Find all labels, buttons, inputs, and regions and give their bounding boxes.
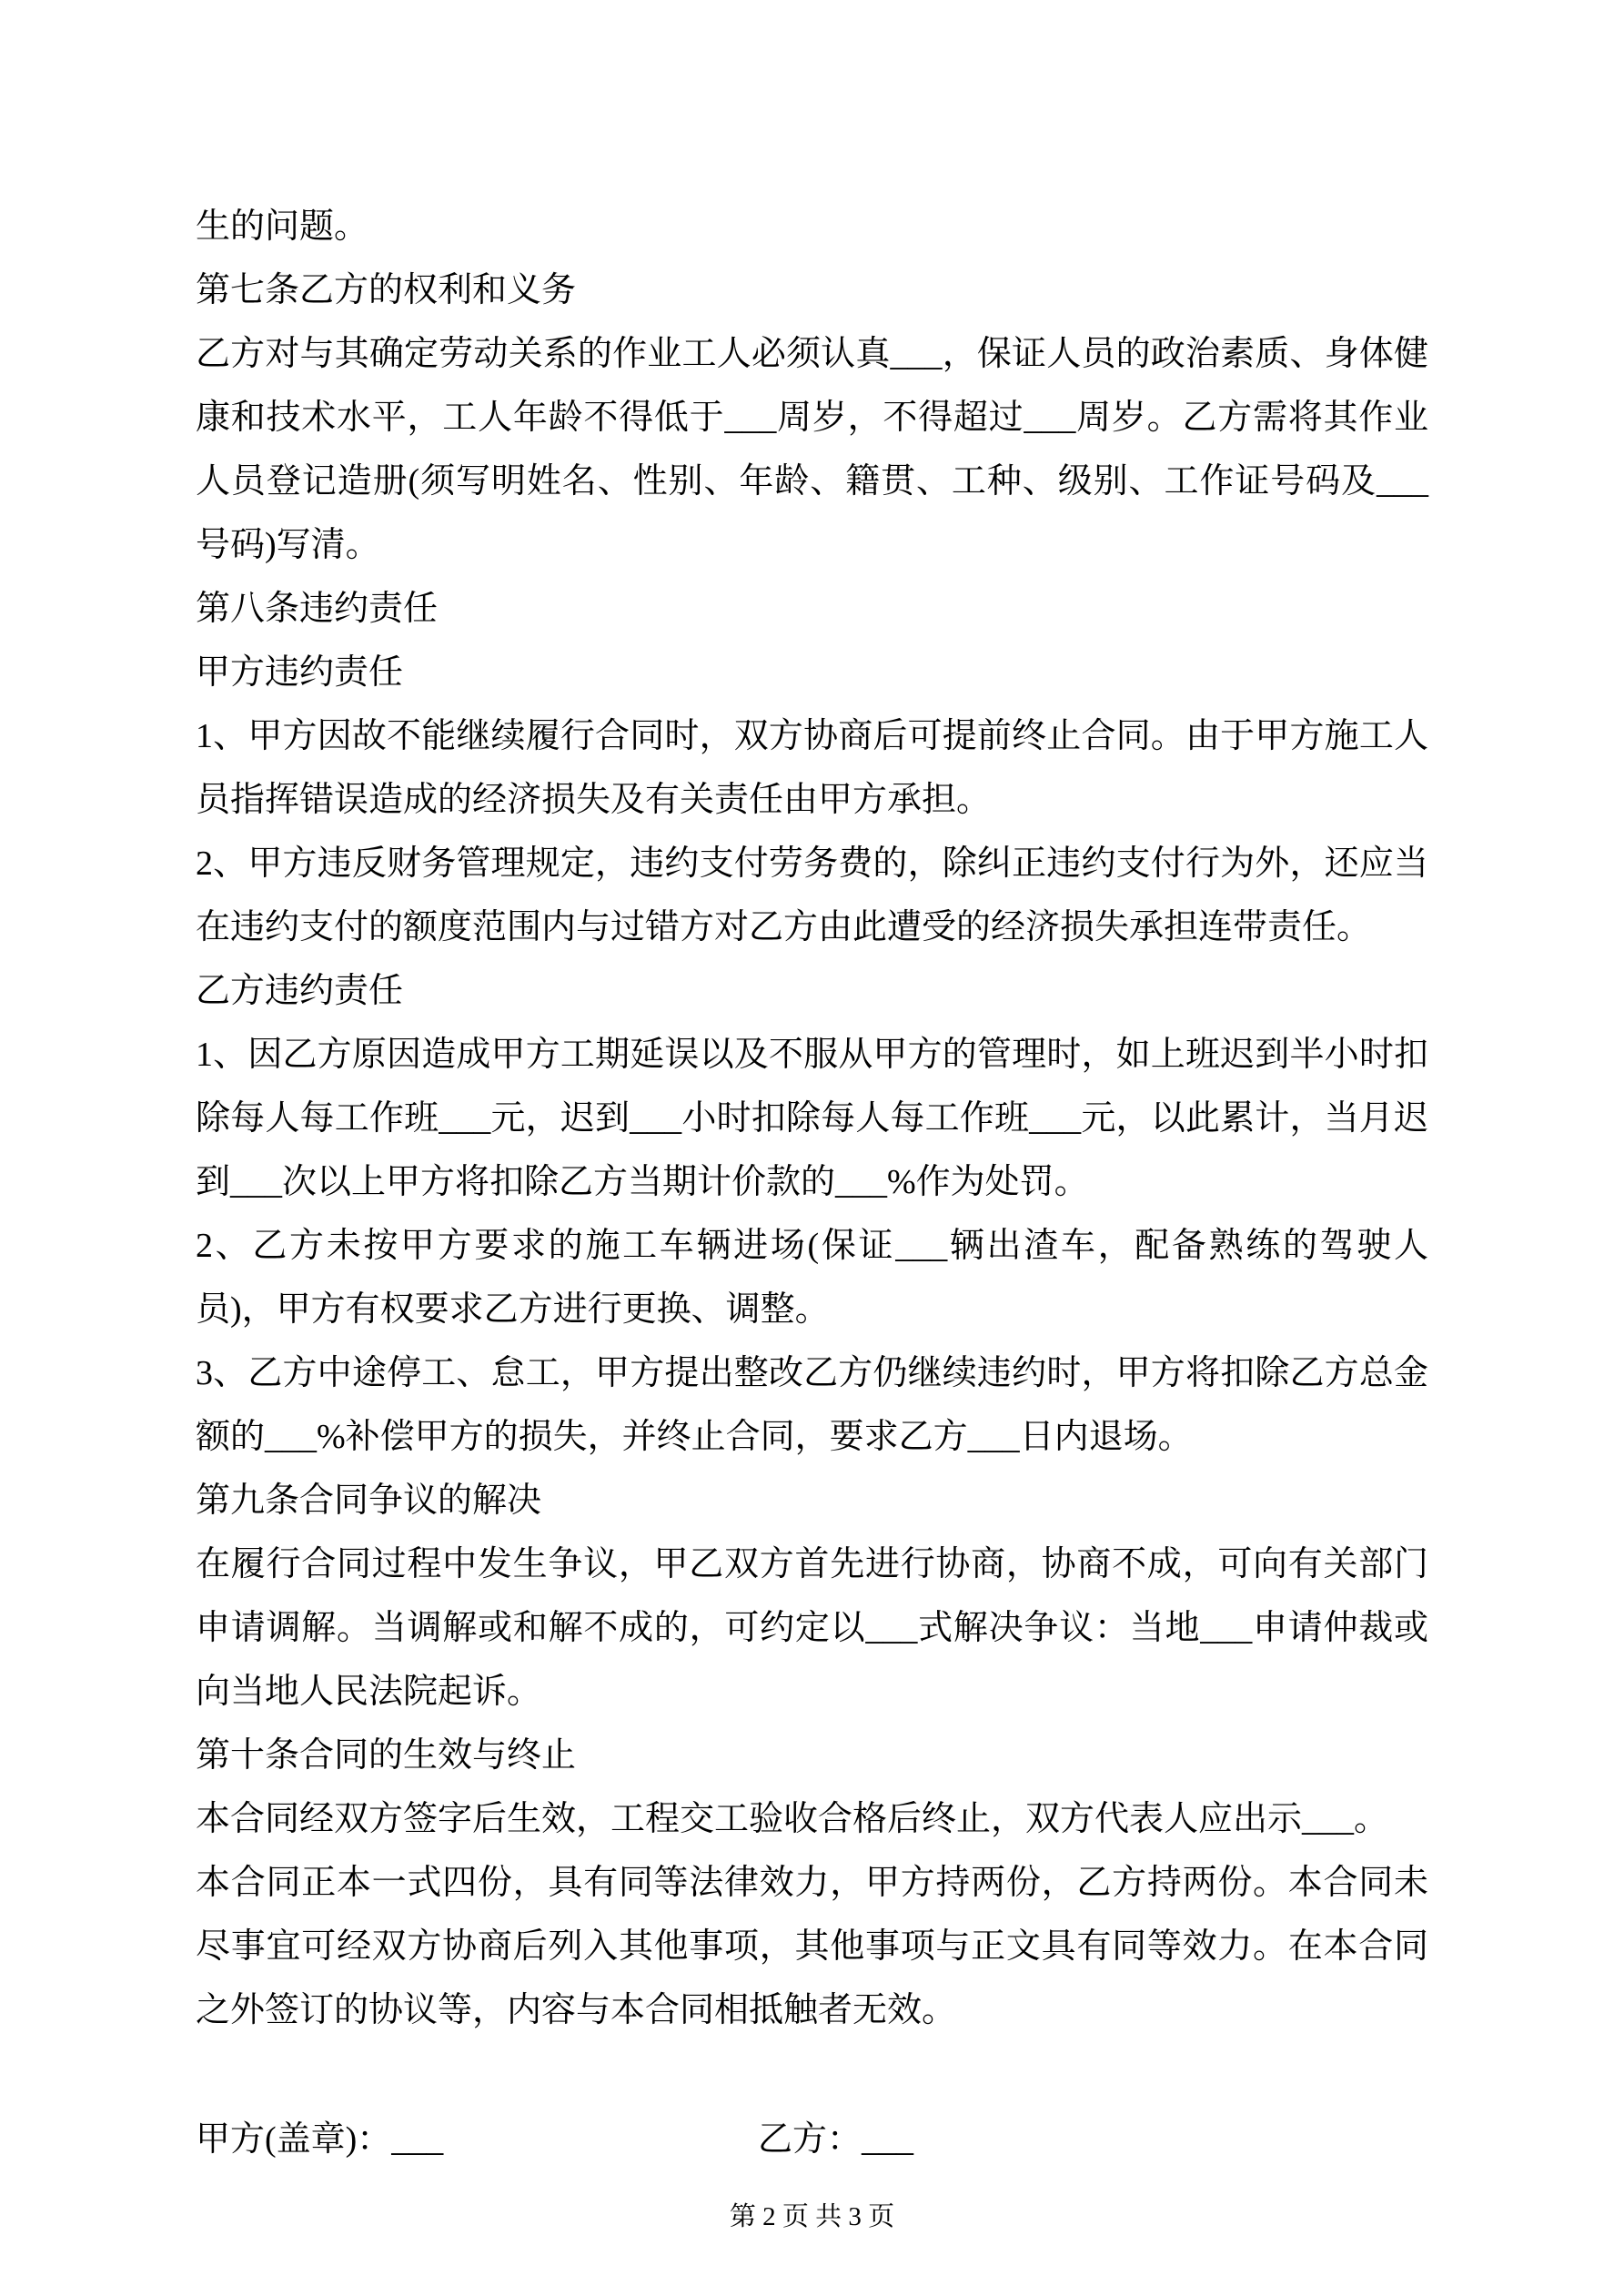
party-a-breach-item-2: 2、甲方违反财务管理规定，违约支付劳务费的，除纠正违约支付行为外，还应当在违约支付的额度范围内与过错方对乙方由此遭受的经济损失承担连带责任。	[196, 845, 1428, 946]
party-a-breach-item-1: 1、甲方因故不能继续履行合同时，双方协商后可提前终止合同。由于甲方施工人员指挥错误造成的经济损失及有关责任由甲方承担。	[196, 717, 1428, 819]
clause-10-heading: 第十条合同的生效与终止	[196, 1736, 577, 1775]
clause-10-body-1: 本合同经双方签字后生效，工程交工验收合格后终止，双方代表人应出示___。	[196, 1800, 1389, 1838]
party-a-signature-label: 甲方(盖章)：___	[196, 2120, 444, 2159]
clause-7-heading: 第七条乙方的权利和义务	[196, 271, 577, 309]
party-b-breach-item-3: 3、乙方中途停工、怠工，甲方提出整改乙方仍继续违约时，甲方将扣除乙方总金额的___%补偿甲方的损失，并终止合同，要求乙方___日内退场。	[196, 1354, 1428, 1456]
party-b-breach-item-2: 2、乙方未按甲方要求的施工车辆进场(保证___辆出渣车，配备熟练的驾驶人员)，甲方有权要求乙方进行更换、调整。	[196, 1227, 1428, 1329]
clause-9-heading: 第九条合同争议的解决	[196, 1482, 542, 1520]
party-b-breach-subheading: 乙方违约责任	[196, 972, 404, 1010]
clause-10-body-2: 本合同正本一式四份，具有同等法律效力，甲方持两份，乙方持两份。本合同未尽事宜可经双方协商后列入其他事项，其他事项与正文具有同等效力。在本合同之外签订的协议等，内容与本合同相抵触者无效。	[196, 1864, 1428, 2029]
party-b-breach-item-1: 1、因乙方原因造成甲方工期延误以及不服从甲方的管理时，如上班迟到半小时扣除每人每工作班___元，迟到___小时扣除每人每工作班___元，以此累计，当月迟到___次以上甲方将扣除乙方当期计价款的___%作为处罚。	[196, 1036, 1428, 1201]
party-b-signature-label: 乙方：___	[758, 2120, 914, 2159]
signature-row	[196, 2108, 1428, 2171]
party-a-breach-subheading: 甲方违约责任	[196, 653, 404, 692]
clause-8-heading: 第八条违约责任	[196, 590, 439, 628]
clause-9-body: 在履行合同过程中发生争议，甲乙双方首先进行协商，协商不成，可向有关部门申请调解。当调解或和解不成的，可约定以___式解决争议：当地___申请仲裁或向当地人民法院起诉。	[196, 1545, 1428, 1711]
clause-7-body: 乙方对与其确定劳动关系的作业工人必须认真___，保证人员的政治素质、身体健康和技术水平，工人年龄不得低于___周岁，不得超过___周岁。乙方需将其作业人员登记造册(须写明姓名、性别、年龄、籍贯、工种、级别、工作证号码及___号码)写清。	[196, 335, 1428, 564]
page-number: 第 2 页 共 3 页	[729, 2202, 895, 2231]
continuation-text: 生的问题。	[196, 207, 369, 246]
